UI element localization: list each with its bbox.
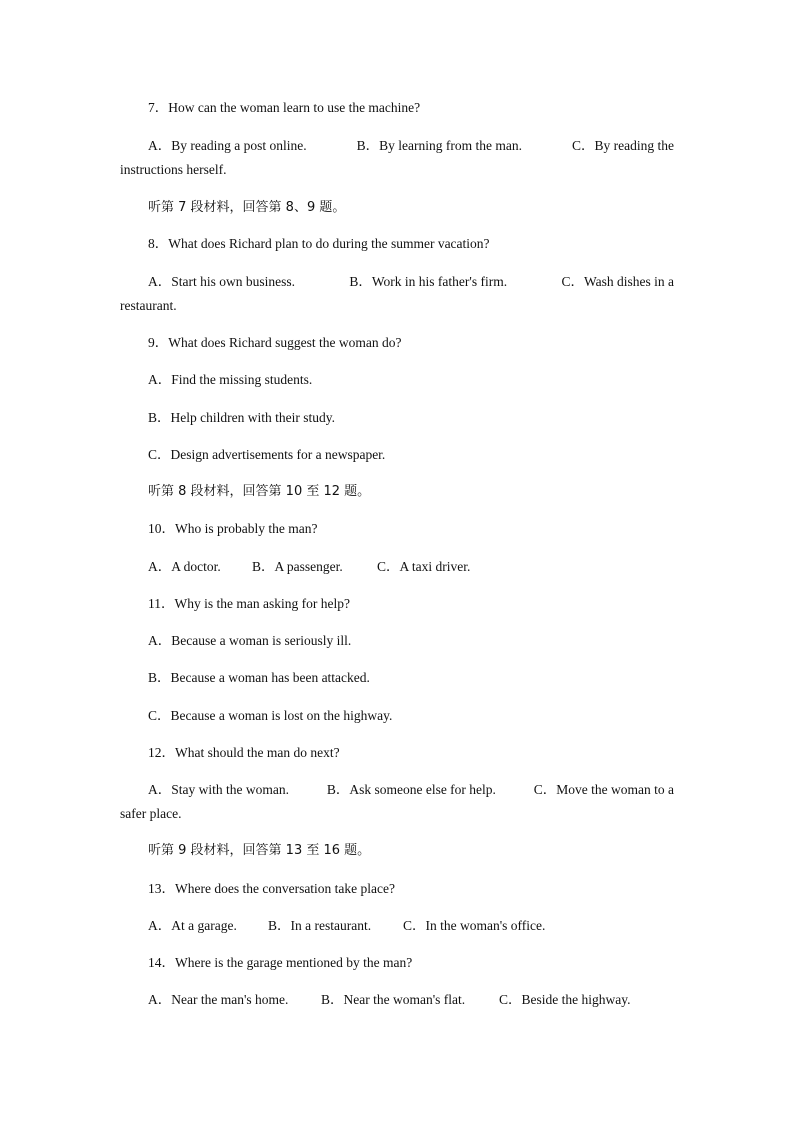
question-7-options (148, 138, 674, 154)
option-a: A．By reading a post online. (148, 138, 307, 153)
question-10-options (148, 559, 674, 575)
option-b: B．Work in his father's firm. (349, 274, 508, 289)
option-b: B．Near the woman's flat. (321, 992, 466, 1007)
question-7: 7．How can the woman learn to use the machine? (148, 100, 421, 115)
option-b: B．Help children with their study. (148, 410, 335, 425)
option-b: B．By learning from the man. (356, 138, 522, 153)
option-a: A．Start his own business. (148, 274, 296, 289)
section-heading: 听第 7 段材料，回答第 8、9 题。 (148, 200, 346, 215)
question-14: 14．Where is the garage mentioned by the man? (148, 955, 413, 970)
option-c: C．Wash dishes in a (561, 274, 674, 289)
option-b: B．A passenger. (252, 559, 343, 574)
question-8-options (148, 274, 674, 290)
option-a: A．A doctor. (148, 559, 221, 574)
section-heading: 听第 9 段材料，回答第 13 至 16 题。 (148, 843, 371, 858)
option-a: A．At a garage. (148, 918, 237, 933)
option-c: C．Move the woman to a (533, 782, 674, 797)
option-a: A．Find the missing students. (148, 372, 313, 387)
option-a: A．Because a woman is seriously ill. (148, 633, 352, 648)
option-b: B．Because a woman has been attacked. (148, 670, 370, 685)
option-b: B．In a restaurant. (268, 918, 372, 933)
section-heading: 听第 8 段材料，回答第 10 至 12 题。 (148, 484, 371, 499)
question-13: 13．Where does the conversation take place? (148, 881, 396, 896)
question-9: 9．What does Richard suggest the woman do? (148, 335, 402, 350)
question-8: 8．What does Richard plan to do during the summer vacation? (148, 236, 490, 251)
question-13-options (148, 918, 674, 934)
option-c: C．By reading the (572, 138, 674, 153)
option-c: C．In the woman's office. (403, 918, 546, 933)
question-12: 12．What should the man do next? (148, 745, 340, 760)
option-c-continued: restaurant. (120, 298, 177, 313)
question-12-options (148, 782, 674, 798)
option-a: A．Stay with the woman. (148, 782, 289, 797)
option-b: B．Ask someone else for help. (326, 782, 496, 797)
question-11: 11．Why is the man asking for help? (148, 596, 350, 611)
question-14-options (148, 992, 674, 1008)
option-a: A．Near the man's home. (148, 992, 289, 1007)
option-c: C．Beside the highway. (499, 992, 631, 1007)
option-c-continued: safer place. (120, 806, 182, 821)
option-c: C．A taxi driver. (377, 559, 471, 574)
option-c: C．Because a woman is lost on the highway. (148, 708, 393, 723)
option-c-continued: instructions herself. (120, 162, 227, 177)
option-c: C．Design advertisements for a newspaper. (148, 447, 386, 462)
question-10: 10．Who is probably the man? (148, 521, 318, 536)
